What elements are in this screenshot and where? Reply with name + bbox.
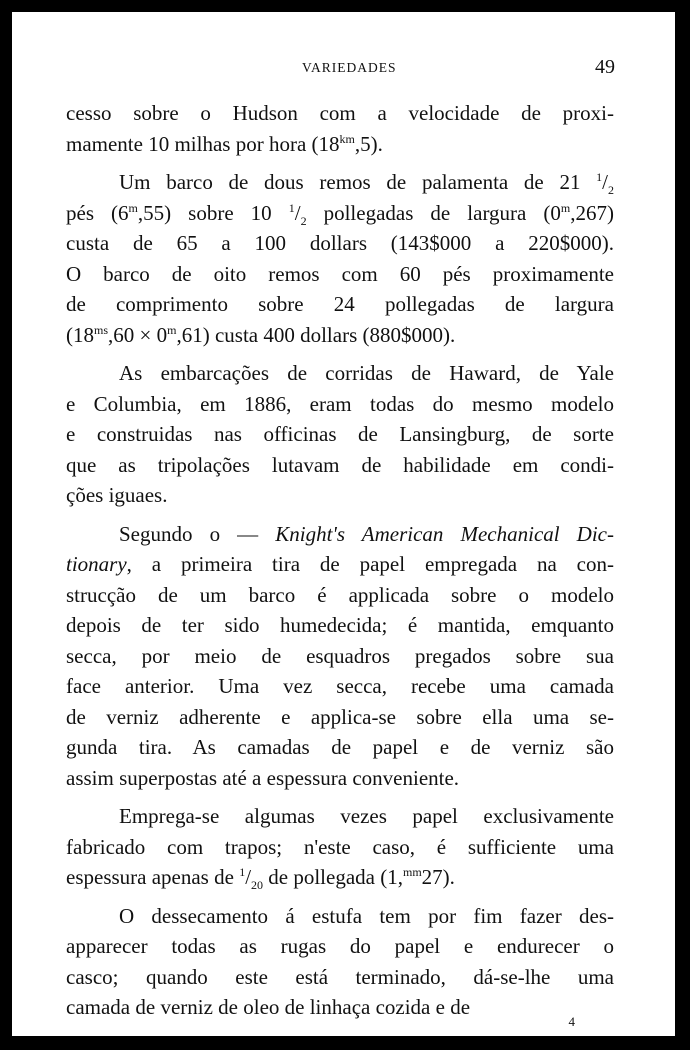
text-line: tionary, a primeira tira de papel empregada na con- [66, 552, 614, 576]
text-line: As embarcações de corridas de Haward, de Yale [119, 361, 614, 385]
text-line: apparecer todas as rugas do papel e endurecer o [66, 934, 614, 958]
text-line: Emprega-se algumas vezes papel exclusivamente [119, 804, 614, 828]
text-line: espessura apenas de $^1/_{20}$ de pollegada (1,$^{mm}$27). [66, 865, 455, 893]
paragraph [66, 167, 614, 350]
text-line: camada de verniz de oleo de linhaça cozida e de [66, 995, 471, 1019]
text-line: strucção de um barco é applicada sobre o modelo [66, 582, 614, 607]
text-line: ções iguaes. [66, 483, 168, 507]
paragraph [66, 358, 614, 511]
text-line: e construidas nas officinas de Lansingburg, de sorte [66, 422, 614, 446]
text-line: gunda tira. As camadas de papel e de verniz são [66, 735, 614, 759]
superscript: km [339, 131, 355, 146]
paragraph-gap [66, 893, 614, 901]
body-text [66, 98, 614, 1023]
page-header [12, 56, 675, 78]
text-line: de comprimento sobre 24 pollegadas de largura [66, 292, 614, 316]
italic-text: Knight's American Mechanical Dic- [275, 521, 615, 546]
text-line: mamente 10 milhas por hora $(18^{km},5)$. [66, 131, 383, 156]
text-line: custa de 65 a 100 dollars (143$000 a 220$000). [66, 231, 614, 255]
superscript: 1 [596, 170, 603, 184]
paragraph [66, 519, 614, 794]
superscript: 1 [239, 865, 246, 879]
text-line: e Columbia, em 1886, eram todas do mesmo modelo [66, 391, 614, 416]
text-line: Segundo o — Knight's American Mechanical Dic- [119, 521, 615, 546]
superscript: m [167, 322, 177, 337]
text-line: que as tripolações lutavam de habilidade em condi- [66, 452, 614, 477]
superscript: ms [94, 322, 109, 337]
text-line: casco; quando este está terminado, dá-se-lhe uma [66, 964, 614, 989]
subscript: 20 [251, 878, 264, 893]
text-line: face anterior. Uma vez secca, recebe uma camada [66, 674, 614, 698]
text-line: O dessecamento á estufa tem por fim fazer des- [119, 903, 614, 928]
paragraph-gap [66, 511, 614, 519]
paragraph [66, 98, 614, 159]
superscript: 1 [288, 200, 295, 215]
text-line: O barco de oito remos com 60 pés proximamente [66, 261, 614, 286]
book-page [12, 12, 675, 1036]
text-line: $(18^{ms},60 \times 0^m,61)$ custa 400 dollars (880$000). [66, 322, 456, 347]
superscript: m [560, 200, 571, 215]
page-number: 49 [595, 56, 615, 78]
subscript: 2 [300, 213, 307, 228]
text-line: de verniz adherente e applica-se sobre ella uma se- [66, 704, 614, 729]
italic-text: tionary [66, 552, 127, 576]
text-line: depois de ter sido humedecida; é mantida, emquanto [66, 613, 614, 637]
text-line: fabricado com trapos; n'este caso, é sufficiente uma [66, 834, 614, 859]
text-line: Um barco de dous remos de palamenta de 21 $^1/_2$ [119, 170, 614, 198]
paragraph [66, 901, 614, 1023]
text-line: secca, por meio de esquadros pregados sobre sua [66, 643, 614, 668]
subscript: 2 [608, 183, 614, 198]
text-line: cesso sobre o Hudson com a velocidade de proxi- [66, 101, 614, 125]
superscript: mm [402, 865, 422, 879]
signature-mark: 4 [568, 1014, 575, 1029]
running-title: VARIEDADES [302, 60, 397, 75]
text-line: assim superpostas até a espessura conveniente. [66, 765, 460, 790]
text-line: pés (6$^m$,55) sobre 10 $^1/_2$ pollegadas de largura (0$^m$,267) [66, 200, 614, 228]
paragraph-gap [66, 350, 614, 358]
paragraph-gap [66, 793, 614, 801]
paragraph [66, 801, 614, 893]
paragraph-gap [66, 159, 614, 167]
superscript: m [128, 200, 138, 215]
